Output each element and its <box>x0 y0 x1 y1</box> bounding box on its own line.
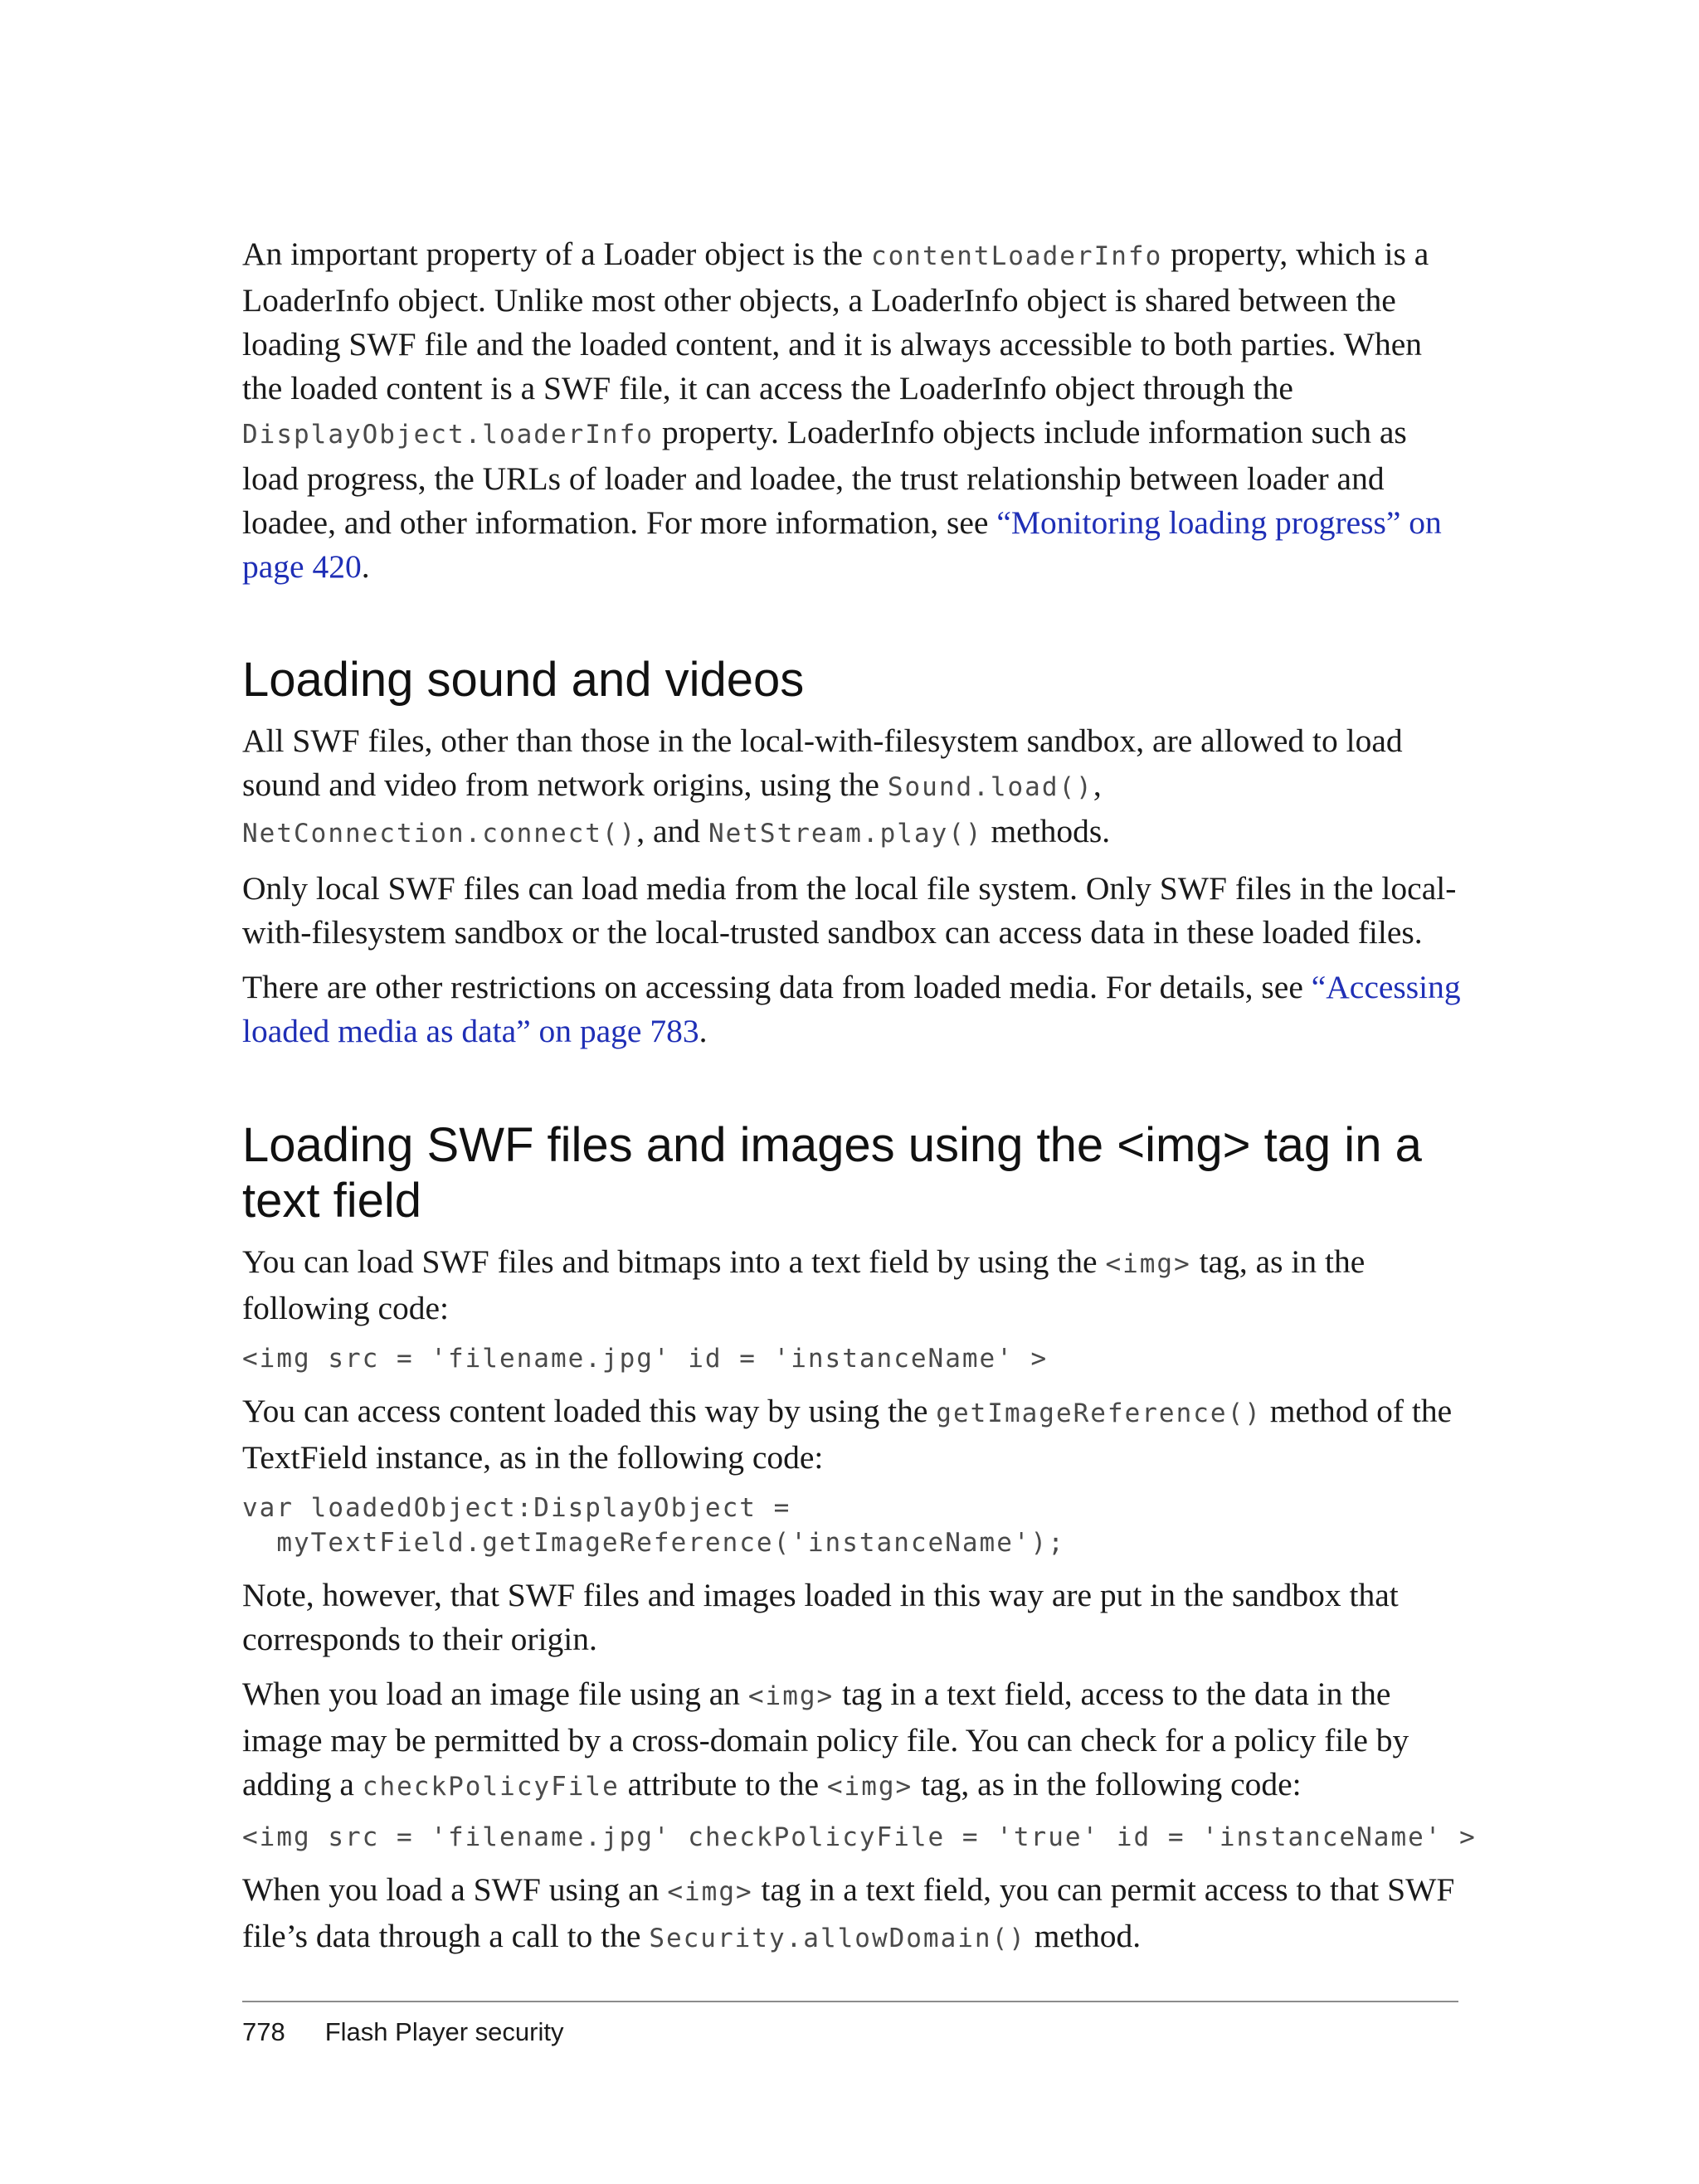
text-run: . <box>699 1013 708 1049</box>
intro-paragraph <box>242 232 1462 589</box>
text-run: An important property of a Loader object is the <box>242 236 871 272</box>
local-media-paragraph: Only local SWF files can load media from the local file system. Only SWF files in the local-with-filesystem sandbox or the local-trusted sandbox can access data in these loaded files. <box>242 870 1457 951</box>
code-inline: <img> <box>667 1877 753 1907</box>
text-run: method. <box>1025 1918 1142 1954</box>
text-run: All SWF files, other than those in the local-with-filesystem sandbox, are allowed to load sound and video from network origins, using the <box>242 722 1403 803</box>
text-run: property, which is a LoaderInfo object. Unlike most other objects, a LoaderInfo object is shared between the loading SWF file and the loaded content, and it is always accessible to both parties. When the loaded content is a SWF file, it can access the LoaderInfo object through the <box>242 236 1429 406</box>
monitoring-progress-link[interactable]: “Monitoring loading progress” on page 420 <box>242 504 1442 585</box>
footer-section-title: Flash Player security <box>324 2017 564 2046</box>
code-inline: NetStream.play() <box>708 819 983 849</box>
img-tag-paragraph <box>242 1240 1462 1330</box>
access-content-paragraph <box>242 1389 1462 1480</box>
policy-file-paragraph <box>242 1672 1462 1809</box>
code-block-check-policy-file: <img src = 'filename.jpg' checkPolicyFile = 'true' id = 'instanceName' > <box>242 1822 1477 1852</box>
text-run: . <box>361 548 370 585</box>
section-heading-img-tag: Loading SWF files and images using the <img> tag in a text field <box>242 1118 1422 1228</box>
section-heading-sound-video: Loading sound and videos <box>242 653 805 707</box>
text-run: You can access content loaded this way by using the <box>242 1393 937 1429</box>
text-run: When you load a SWF using an <box>242 1871 668 1908</box>
code-inline: <img> <box>1105 1249 1191 1279</box>
code-inline: <img> <box>826 1772 913 1802</box>
text-run: method of the TextField instance, as in the following code: <box>242 1393 1453 1476</box>
sound-video-paragraph <box>242 719 1462 856</box>
code-inline: getImageReference() <box>936 1398 1262 1428</box>
code-inline: DisplayObject.loaderInfo <box>242 420 654 450</box>
code-block-get-image-reference: var loadedObject:DisplayObject = myTextField.getImageReference('instanceName'); <box>242 1493 1065 1558</box>
text-run: tag in a text field, you can permit access to that SWF file’s data through a call to the <box>242 1871 1455 1954</box>
swf-allow-domain-paragraph <box>242 1868 1462 1961</box>
code-inline: contentLoaderInfo <box>870 241 1163 271</box>
page-content <box>242 232 1477 1972</box>
text-run: property. LoaderInfo objects include information such as load progress, the URLs of loader and loadee, the trust relationship between loader and loadee, and other information. For more information, see <box>242 414 1407 541</box>
text-run: tag, as in the following code: <box>242 1243 1366 1326</box>
code-inline: Sound.load() <box>887 772 1093 802</box>
text-run: tag, as in the following code: <box>913 1766 1302 1802</box>
footer-divider <box>242 2001 1458 2002</box>
code-inline: checkPolicyFile <box>362 1772 620 1802</box>
text-run: When you load an image file using an <box>242 1676 748 1712</box>
code-inline: Security.allowDomain() <box>649 1924 1026 1953</box>
text-run: , and <box>636 813 708 849</box>
sandbox-note-paragraph: Note, however, that SWF files and images loaded in this way are put in the sandbox that corresponds to their origin. <box>242 1577 1399 1657</box>
text-run: attribute to the <box>619 1766 827 1802</box>
code-inline: <img> <box>747 1681 835 1711</box>
text-run: There are other restrictions on accessing data from loaded media. For details, see <box>242 969 1312 1005</box>
accessing-loaded-media-link[interactable]: “Accessing loaded media as data” on page 783 <box>242 969 1461 1049</box>
text-run: tag in a text field, access to the data in the image may be permitted by a cross-domain policy file. You can check for a policy file by adding a <box>242 1676 1409 1802</box>
text-run: , <box>1093 766 1102 803</box>
text-run: You can load SWF files and bitmaps into a text field by using the <box>242 1243 1106 1280</box>
code-block-img-src: <img src = 'filename.jpg' id = 'instanceName' > <box>242 1344 1049 1374</box>
page-footer <box>242 2016 563 2049</box>
code-inline: NetConnection.connect() <box>242 819 637 849</box>
page-number: 778 <box>242 2017 285 2046</box>
restrictions-paragraph <box>242 966 1462 1053</box>
text-run: methods. <box>982 813 1111 849</box>
